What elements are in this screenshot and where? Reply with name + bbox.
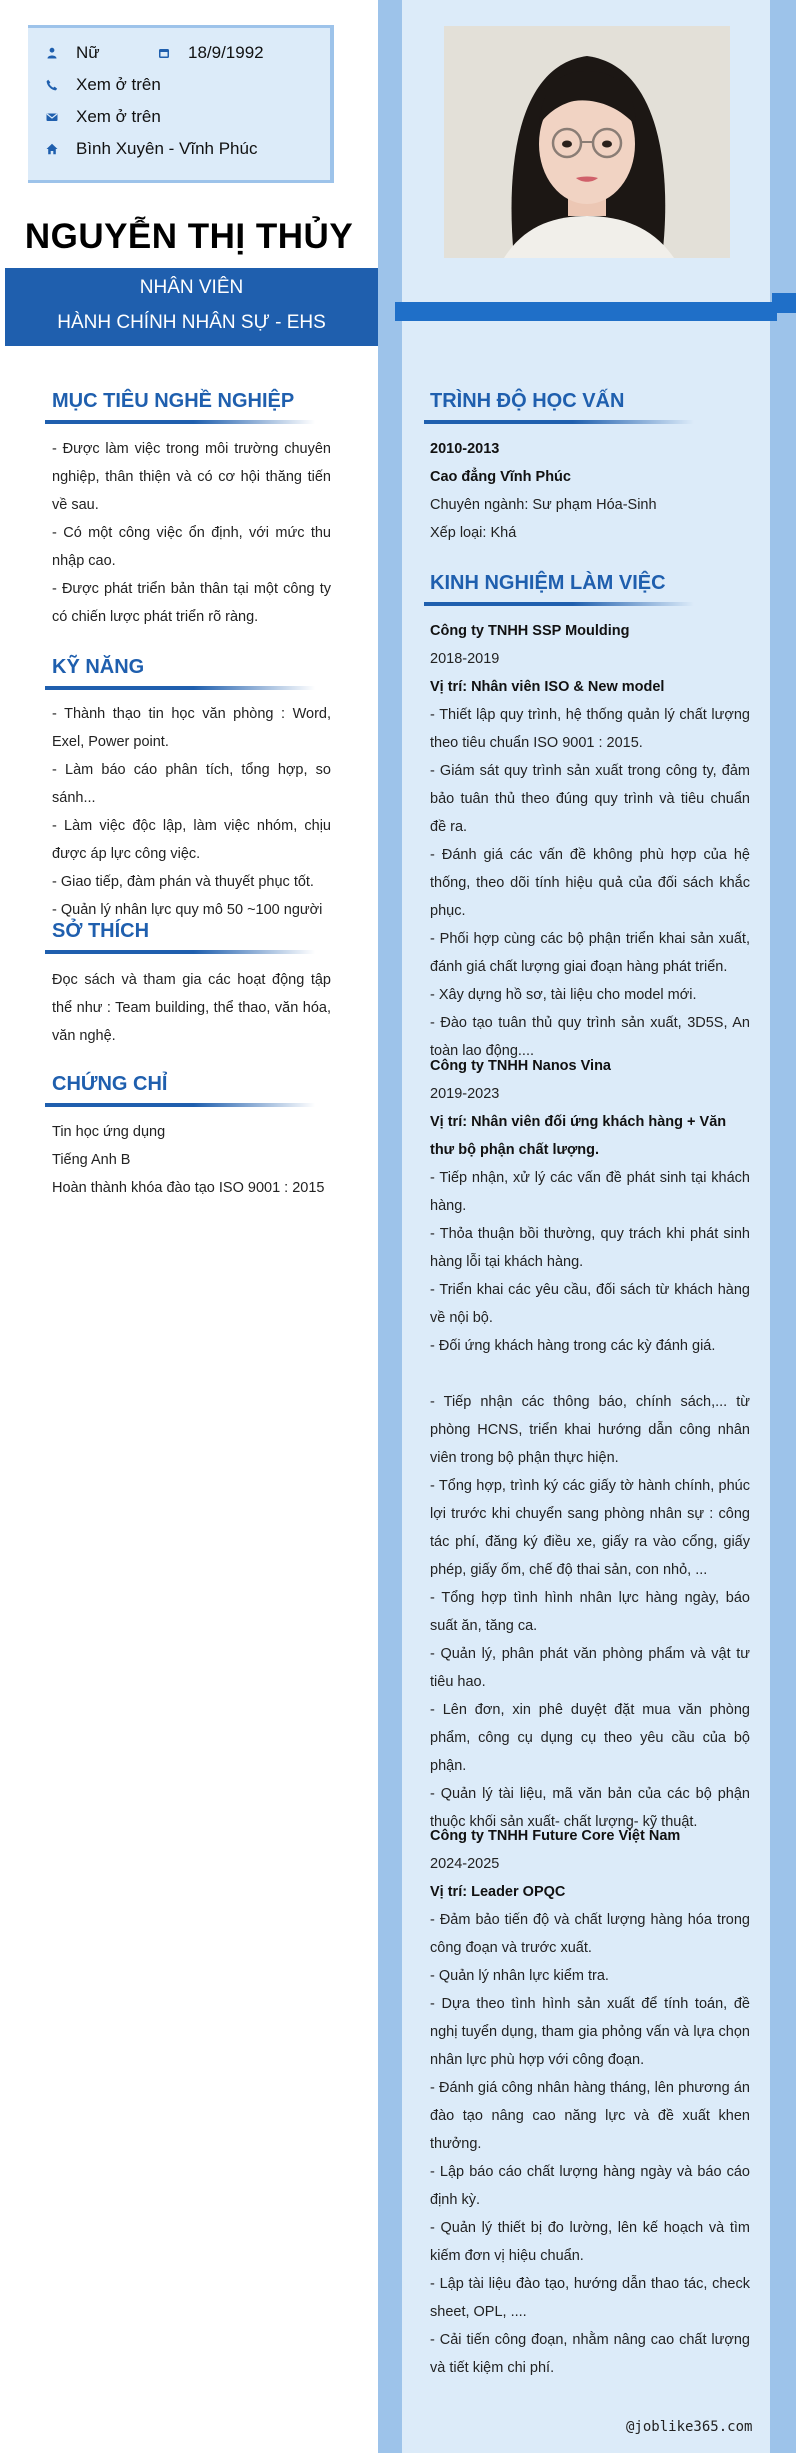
skill-item: - Làm báo cáo phân tích, tổng hợp, so sánh... bbox=[52, 762, 331, 806]
job-position: Vị trí: Nhân viên đối ứng khách hàng + Văn thư bộ phận chất lượng. bbox=[430, 1114, 727, 1158]
education-school: Cao đẳng Vĩnh Phúc bbox=[430, 469, 571, 485]
skill-item: - Giao tiếp, đàm phán và thuyết phục tốt. bbox=[52, 874, 314, 890]
job-duty: - Quản lý tài liệu, mã văn bản của các bộ phận thuộc khối sản xuất- chất lượng- kỹ thuật. bbox=[430, 1786, 750, 1830]
certificate-item: Hoàn thành khóa đào tạo ISO 9001 : 2015 bbox=[52, 1180, 325, 1196]
contact-box bbox=[28, 25, 334, 183]
person-icon bbox=[40, 47, 64, 59]
experience-rule bbox=[424, 602, 694, 606]
mail-icon bbox=[40, 111, 64, 123]
hobbies-rule bbox=[45, 950, 315, 954]
job-duty: - Đánh giá công nhân hàng tháng, lên phương án đào tạo nâng cao năng lực và đề xuất khen thưởng. bbox=[430, 2080, 750, 2152]
contact-email: Xem ở trên bbox=[40, 107, 161, 127]
contact-address: Bình Xuyên - Vĩnh Phúc bbox=[40, 139, 257, 159]
contact-phone: Xem ở trên bbox=[40, 75, 161, 95]
job-duty: - Tiếp nhận, xử lý các vấn đề phát sinh tại khách hàng. bbox=[430, 1170, 750, 1214]
experience-job-2 bbox=[430, 1052, 750, 1836]
job-duty: - Thiết lập quy trình, hệ thống quản lý chất lượng theo tiêu chuẩn ISO 9001 : 2015. bbox=[430, 707, 750, 751]
contact-gender: Nữ bbox=[40, 43, 100, 63]
skill-item: - Làm việc độc lập, làm việc nhóm, chịu được áp lực công việc. bbox=[52, 818, 331, 862]
job-title-band bbox=[5, 268, 378, 346]
experience-heading: KINH NGHIỆM LÀM VIỆC bbox=[430, 572, 666, 594]
objective-text bbox=[52, 435, 331, 631]
hobbies-text: Đọc sách và tham gia các hoạt động tập thể như : Team building, thể thao, văn hóa, văn nghệ. bbox=[52, 972, 331, 1044]
education-major: Chuyên ngành: Sư phạm Hóa-Sinh bbox=[430, 497, 657, 513]
job-spacer bbox=[430, 1360, 750, 1388]
education-block bbox=[430, 435, 750, 547]
skills-list bbox=[52, 700, 331, 924]
experience-job-1 bbox=[430, 617, 750, 1065]
certificate-item: Tin học ứng dụng bbox=[52, 1124, 166, 1140]
skills-rule bbox=[45, 686, 315, 690]
job-duty: - Thỏa thuận bồi thường, quy trách khi phát sinh hàng lỗi tại khách hàng. bbox=[430, 1226, 750, 1270]
job-duty: - Quản lý nhân lực kiểm tra. bbox=[430, 1968, 609, 1984]
job-company: Công ty TNHH SSP Moulding bbox=[430, 623, 630, 639]
job-position: Vị trí: Leader OPQC bbox=[430, 1884, 566, 1900]
job-title-line1: NHÂN VIÊN bbox=[139, 277, 244, 298]
profile-photo bbox=[444, 26, 730, 258]
objective-item: - Được làm việc trong môi trường chuyên nghiệp, thân thiện và có cơ hội thăng tiến về sau. bbox=[52, 441, 331, 513]
job-duty: - Lập tài liệu đào tạo, hướng dẫn thao tác, check sheet, OPL, .... bbox=[430, 2276, 750, 2320]
job-duty: - Tổng hợp tình hình nhân lực hàng ngày, báo suất ăn, tăng ca. bbox=[430, 1590, 750, 1634]
footer-watermark: @joblike365.com bbox=[626, 2419, 753, 2435]
job-duty: - Đánh giá các vấn đề không phù hợp của hệ thống, theo dõi tính hiệu quả của đối sách khắc phục. bbox=[430, 847, 750, 919]
job-duty: - Tổng hợp, trình ký các giấy tờ hành chính, phúc lợi trước khi chuyển sang phòng nhân sự : công tác phí, đăng ký điều xe, giấy ra vào cổng, giấy phép, giấy ốm, chế độ thai sản, con nhỏ, ... bbox=[430, 1478, 750, 1578]
certificates-list bbox=[52, 1118, 325, 1202]
job-duty: - Phối hợp cùng các bộ phận triển khai sản xuất, đánh giá chất lượng giai đoạn hàng phát triển. bbox=[430, 931, 750, 975]
calendar-icon bbox=[152, 47, 176, 59]
job-position: Vị trí: Nhân viên ISO & New model bbox=[430, 679, 665, 695]
education-rank: Xếp loại: Khá bbox=[430, 525, 517, 541]
education-rule bbox=[424, 420, 694, 424]
home-icon bbox=[40, 143, 64, 155]
skill-item: - Quản lý nhân lực quy mô 50 ~100 người bbox=[52, 902, 323, 918]
objective-rule bbox=[45, 420, 315, 424]
objective-item: - Có một công việc ổn định, với mức thu nhập cao. bbox=[52, 525, 331, 569]
job-duty: - Đối ứng khách hàng trong các kỳ đánh giá. bbox=[430, 1338, 716, 1354]
job-duty: - Giám sát quy trình sản xuất trong công ty, đảm bảo tuân thủ theo đúng quy trình và tiêu chuẩn đề ra. bbox=[430, 763, 750, 835]
education-heading: TRÌNH ĐỘ HỌC VẤN bbox=[430, 390, 625, 412]
job-duty: - Cải tiến công đoạn, nhằm nâng cao chất lượng và tiết kiệm chi phí. bbox=[430, 2332, 750, 2376]
experience-job-3 bbox=[430, 1822, 750, 2382]
education-years: 2010-2013 bbox=[430, 441, 500, 457]
job-years: 2019-2023 bbox=[430, 1086, 500, 1102]
job-duty: - Quản lý thiết bị đo lường, lên kế hoạch và tìm kiếm đơn vị hiệu chuẩn. bbox=[430, 2220, 750, 2264]
job-duty: - Đảm bảo tiến độ và chất lượng hàng hóa trong công đoạn và trước xuất. bbox=[430, 1912, 750, 1956]
hobbies-heading: SỞ THÍCH bbox=[52, 920, 150, 942]
right-accent-bar bbox=[395, 302, 777, 321]
phone-icon bbox=[40, 79, 64, 91]
skill-item: - Thành thạo tin học văn phòng : Word, Exel, Power point. bbox=[52, 706, 331, 750]
job-company: Công ty TNHH Nanos Vina bbox=[430, 1058, 611, 1074]
contact-birthdate: 18/9/1992 bbox=[152, 43, 264, 63]
job-duty: - Triển khai các yêu cầu, đối sách từ khách hàng về nội bộ. bbox=[430, 1282, 750, 1326]
job-title-line2: HÀNH CHÍNH NHÂN SỰ - EHS bbox=[57, 312, 326, 333]
objective-heading: MỤC TIÊU NGHỀ NGHIỆP bbox=[52, 390, 295, 412]
job-duty: - Xây dựng hồ sơ, tài liệu cho model mới. bbox=[430, 987, 697, 1003]
right-accent-tick bbox=[772, 293, 796, 313]
certificates-rule bbox=[45, 1103, 315, 1107]
job-duty: - Tiếp nhận các thông báo, chính sách,... từ phòng HCNS, triển khai hướng dẫn công nhân viên trong bộ phận thực hiện. bbox=[430, 1394, 750, 1466]
job-duty: - Lên đơn, xin phê duyệt đặt mua văn phòng phẩm, công cụ dụng cụ theo yêu cầu của bộ phận. bbox=[430, 1702, 750, 1774]
job-company: Công ty TNHH Future Core Việt Nam bbox=[430, 1828, 681, 1844]
job-duty: - Lập báo cáo chất lượng hàng ngày và báo cáo định kỳ. bbox=[430, 2164, 750, 2208]
candidate-name: NGUYỄN THỊ THỦY bbox=[24, 217, 354, 256]
job-duty: - Dựa theo tình hình sản xuất để tính toán, đề nghị tuyển dụng, tham gia phỏng vấn và lựa chọn nhân lực phù hợp với công đoạn. bbox=[430, 1996, 750, 2068]
certificates-heading: CHỨNG CHỈ bbox=[52, 1073, 168, 1095]
job-years: 2018-2019 bbox=[430, 651, 500, 667]
objective-item: - Được phát triển bản thân tại một công ty có chiến lược phát triển rõ ràng. bbox=[52, 581, 331, 625]
certificate-item: Tiếng Anh B bbox=[52, 1152, 131, 1168]
job-duty: - Quản lý, phân phát văn phòng phẩm và vật tư tiêu hao. bbox=[430, 1646, 750, 1690]
job-duty: - Đào tạo tuân thủ quy trình sản xuất, 3D5S, An toàn lao động.... bbox=[430, 1015, 750, 1059]
skills-heading: KỸ NĂNG bbox=[52, 656, 145, 678]
job-years: 2024-2025 bbox=[430, 1856, 500, 1872]
